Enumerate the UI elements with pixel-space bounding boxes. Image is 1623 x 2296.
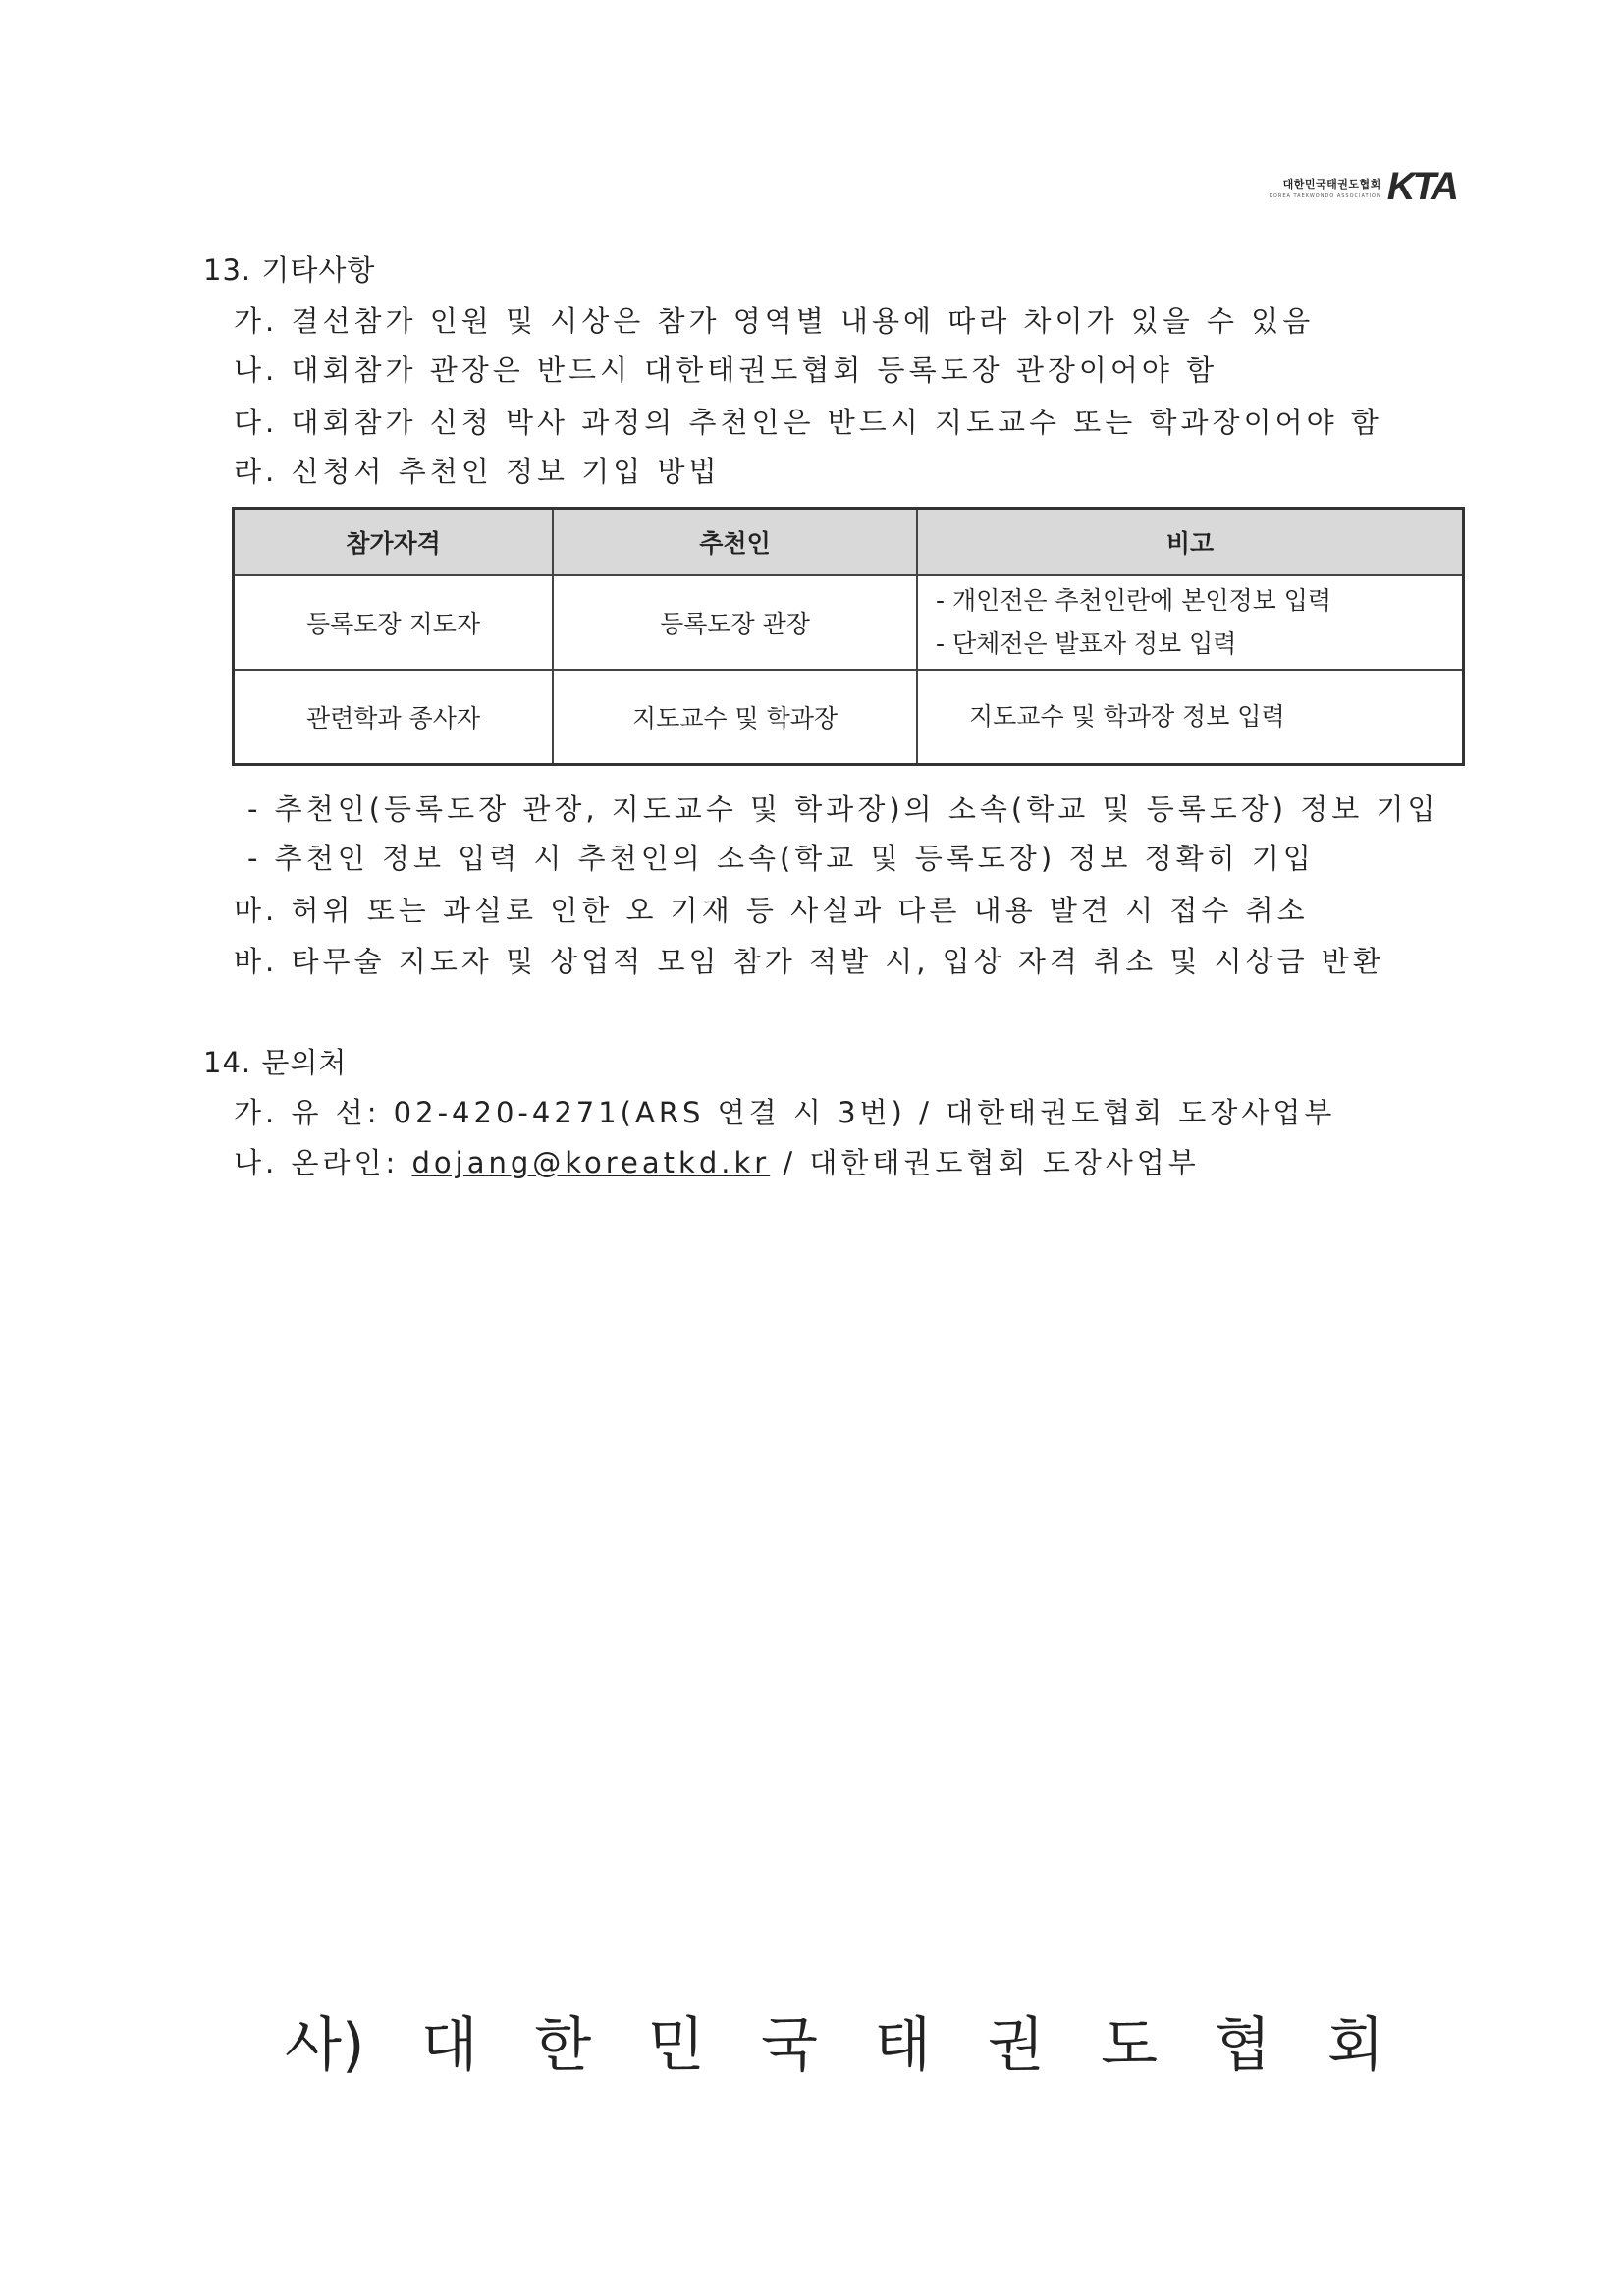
contact-online-prefix: 나. 온라인: bbox=[234, 1146, 412, 1179]
table-row bbox=[234, 575, 1464, 670]
footer-char: 민 bbox=[647, 2011, 705, 2080]
item-da: 다. 대회참가 신청 박사 과정의 추천인은 반드시 지도교수 또는 학과장이어야 함 bbox=[234, 406, 1382, 439]
footer-char: 권 bbox=[987, 2011, 1045, 2080]
footer-char: 국 bbox=[760, 2011, 818, 2080]
item-ra: 라. 신청서 추천인 정보 기입 방법 bbox=[234, 455, 721, 488]
cell-note: 지도교수 및 학과장 정보 입력 bbox=[917, 670, 1464, 765]
item-ba: 바. 타무술 지도자 및 상업적 모임 참가 적발 시, 입상 자격 취소 및 시상금 반환 bbox=[234, 945, 1384, 978]
cell-note bbox=[917, 575, 1464, 670]
contact-phone: 가. 유 선: 02-420-4271(ARS 연결 시 3번) / 대한태권도협회 도장사업부 bbox=[234, 1096, 1336, 1129]
table-row bbox=[234, 670, 1464, 765]
footer-char: 대 bbox=[420, 2011, 478, 2080]
note-line-1: - 추천인(등록도장 관장, 지도교수 및 학과장)의 소속(학교 및 등록도장) 정보 기입 bbox=[247, 793, 1439, 826]
contact-online bbox=[234, 1141, 1200, 1181]
kta-logo bbox=[1270, 165, 1456, 209]
item-ma: 마. 허위 또는 과실로 인한 오 기재 등 사실과 다른 내용 발견 시 접수 취소 bbox=[234, 894, 1309, 927]
footer-char: 도 bbox=[1101, 2011, 1159, 2080]
footer-organization bbox=[285, 1998, 1384, 2083]
logo-name-kr: 대한민국태권도협회 bbox=[1282, 177, 1381, 191]
note-line-2: - 추천인 정보 입력 시 추천인의 소속(학교 및 등록도장) 정보 정확히 기입 bbox=[247, 842, 1315, 875]
section-13-title: 13. 기타사항 bbox=[203, 253, 376, 287]
footer-char: 사) bbox=[285, 2011, 365, 2080]
email-link[interactable]: dojang@koreatkd.kr bbox=[411, 1146, 771, 1179]
cell-recommender: 지도교수 및 학과장 bbox=[553, 670, 917, 765]
logo-name-en: KOREA TAEKWONDO ASSOCIATION bbox=[1269, 192, 1381, 199]
item-na: 나. 대회참가 관장은 반드시 대한태권도협회 등록도장 관장이어야 함 bbox=[234, 354, 1218, 387]
header-qualification: 참가자격 bbox=[234, 509, 554, 576]
cell-recommender: 등록도장 관장 bbox=[553, 575, 917, 670]
footer-char: 한 bbox=[534, 2011, 592, 2080]
note-line: - 단체전은 발표자 정보 입력 bbox=[936, 629, 1237, 658]
section-14-title: 14. 문의처 bbox=[203, 1046, 348, 1079]
note-line: - 개인전은 추천인란에 본인정보 입력 bbox=[936, 586, 1332, 615]
footer-char: 협 bbox=[1214, 2011, 1271, 2080]
footer-char: 태 bbox=[874, 2011, 932, 2080]
contact-online-suffix: / 대한태권도협회 도장사업부 bbox=[770, 1146, 1200, 1179]
cell-qualification: 등록도장 지도자 bbox=[234, 575, 554, 670]
header-recommender: 추천인 bbox=[553, 509, 917, 576]
item-ga: 가. 결선참가 인원 및 시상은 참가 영역별 내용에 따라 차이가 있을 수 있음 bbox=[234, 304, 1315, 338]
header-note: 비고 bbox=[917, 509, 1464, 576]
cell-qualification: 관련학과 종사자 bbox=[234, 670, 554, 765]
recommender-table bbox=[232, 507, 1465, 766]
logo-mark: KTA bbox=[1386, 165, 1456, 208]
footer-char: 회 bbox=[1326, 2011, 1384, 2080]
